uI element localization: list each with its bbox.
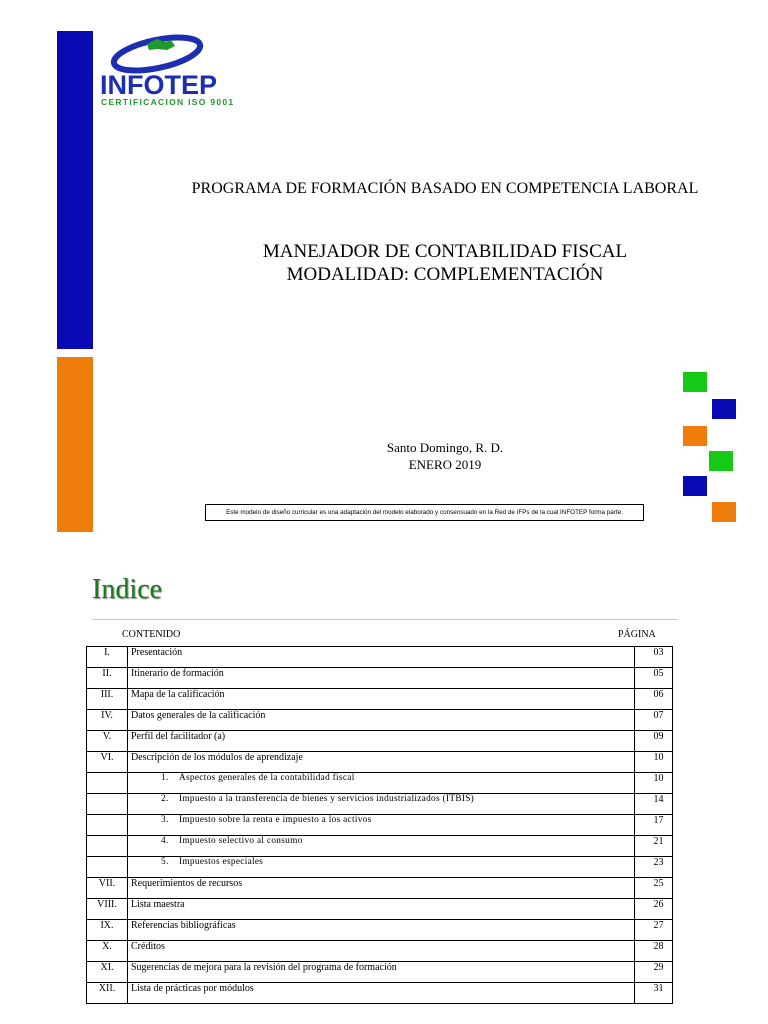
index-row [87,731,673,752]
row-page: 03 [653,647,664,658]
row-page: 07 [653,710,664,721]
index-table [86,646,673,1004]
index-row [87,710,673,731]
row-page: 25 [653,878,664,889]
index-row [87,878,673,899]
row-page: 29 [653,962,664,973]
logo-certification: CERTIFICACION ISO 9001 [101,97,235,107]
index-row [87,899,673,920]
date: ENERO 2019 [408,457,482,472]
row-title: Presentación [128,647,635,668]
index-row [87,752,673,773]
green-square-2 [709,451,733,471]
index-subrow [87,773,673,794]
subrow-number: 1. [161,773,169,783]
index-subrow [87,857,673,878]
index-subrow [87,794,673,815]
subrow-blank-cell [87,857,128,878]
green-square-1 [683,372,707,392]
subrow-title: Impuesto selectivo al consumo [179,836,303,846]
row-page: 09 [653,731,664,742]
subrow-blank-cell [87,815,128,836]
subrow-title: Impuestos especiales [179,857,264,867]
title-line-2: MODALIDAD: COMPLEMENTACIÓN [286,264,604,285]
row-page: 27 [653,920,664,931]
index-row [87,668,673,689]
index-row [87,983,673,1004]
row-number: V. [87,731,128,752]
index-divider [92,619,678,620]
subrow-title: Impuesto a la transferencia de bienes y servicios industrializados (ITBIS) [179,794,475,804]
row-title: Sugerencias de mejora para la revisión del programa de formación [128,962,635,983]
column-header-content: CONTENIDO [122,629,181,640]
row-number: II. [87,668,128,689]
row-page: 21 [653,836,664,847]
row-number: XI. [87,962,128,983]
subrow-blank-cell [87,836,128,857]
index-row [87,962,673,983]
row-number: VIII. [87,899,128,920]
row-page: 10 [653,752,664,763]
row-number: X. [87,941,128,962]
subrow-number: 4. [161,836,169,846]
row-title: Créditos [128,941,635,962]
index-row [87,941,673,962]
row-title: Datos generales de la calificación [128,710,635,731]
row-page: 28 [653,941,664,952]
row-number: VII. [87,878,128,899]
row-page: 26 [653,899,664,910]
row-title: Lista maestra [128,899,635,920]
qualification-title [0,240,768,286]
row-title: Perfil del facilitador (a) [128,731,635,752]
row-page: 10 [653,773,664,784]
orange-square-2 [712,502,736,522]
title-line-1: MANEJADOR DE CONTABILIDAD FISCAL [262,241,628,262]
row-number: IX. [87,920,128,941]
row-page: 31 [653,983,664,994]
index-subrow [87,815,673,836]
row-number: I. [87,647,128,668]
subrow-number: 2. [161,794,169,804]
row-title: Lista de prácticas por módulos [128,983,635,1004]
column-header-page: PÁGINA [618,629,656,640]
index-row [87,920,673,941]
row-number: VI. [87,752,128,773]
row-title: Mapa de la calificación [128,689,635,710]
row-page: 23 [653,857,664,868]
orange-square-1 [683,426,707,446]
place: Santo Domingo, R. D. [386,440,504,455]
row-page: 06 [653,689,664,700]
place-date [0,439,768,473]
index-heading: Indice [92,574,162,605]
subrow-title: Aspectos generales de la contabilidad fiscal [179,773,355,783]
row-page: 14 [653,794,664,805]
subrow-title: Impuesto sobre la renta e impuesto a los activos [179,815,372,825]
subrow-number: 3. [161,815,169,825]
program-title: PROGRAMA DE FORMACIÓN BASADO EN COMPETENCIA LABORAL [191,180,699,197]
blue-square-1 [712,399,736,419]
row-title: Referencias bibliográficas [128,920,635,941]
logo-name: INFOTEP [100,70,218,100]
subrow-blank-cell [87,794,128,815]
row-number: XII. [87,983,128,1004]
row-page: 17 [653,815,664,826]
row-title: Descripción de los módulos de aprendizaje [128,752,635,773]
adaptation-note: Este modelo de diseño curricular es una adaptación del modelo elaborado y consensuado en la Red de IFPs de la cual INFOTEP forma parte. [205,504,644,521]
index-subrow [87,836,673,857]
blue-square-2 [683,476,707,496]
row-title: Itinerario de formación [128,668,635,689]
row-number: IV. [87,710,128,731]
row-number: III. [87,689,128,710]
index-row [87,647,673,668]
row-title: Requerimientos de recursos [128,878,635,899]
row-page: 05 [653,668,664,679]
subrow-number: 5. [161,857,169,867]
subrow-blank-cell [87,773,128,794]
index-row [87,689,673,710]
